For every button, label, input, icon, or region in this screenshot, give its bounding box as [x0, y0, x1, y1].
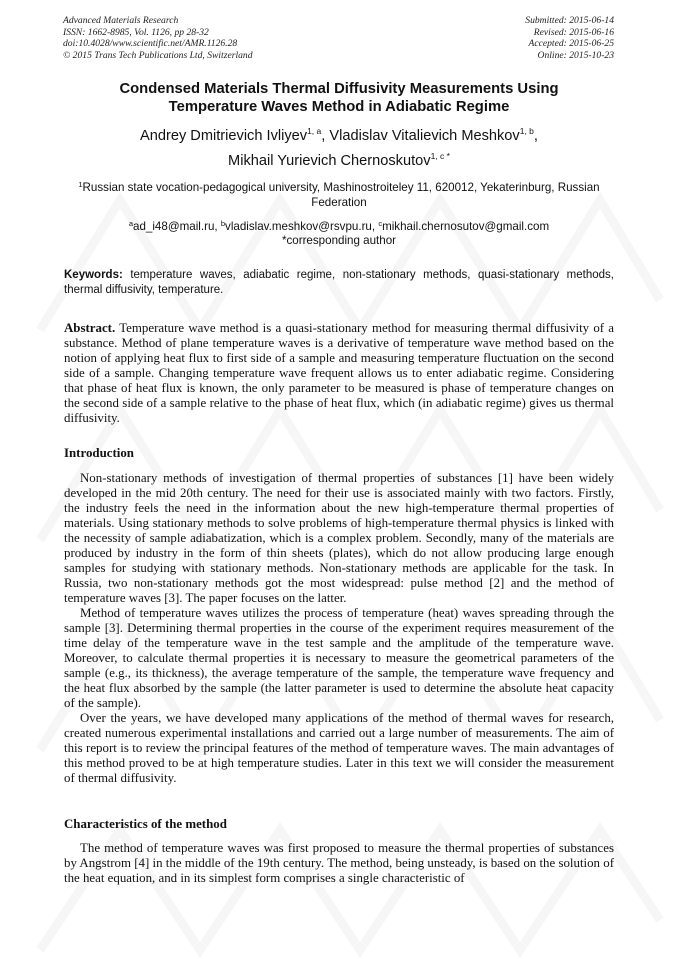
author-list: Andrey Dmitrievich Ivliyev$^{1, a}$, Vladislav Vitalievich Meshkov$^{1, b}$, Mikhail Yurievich Chernoskutov$^{1, c *}$ [140, 126, 538, 169]
abstract [64, 321, 614, 426]
keywords-text: temperature waves, adiabatic regime, non-stationary methods, quasi-stationary methods, thermal diffusivity, temperature. [64, 269, 614, 296]
affiliation-text: Russian state vocation-pedagogical university, Mashinostroiteley 11, 620012, Yekaterinburg, Russian Federation [82, 181, 600, 209]
revised-date: Revised: 2015-06-16 [533, 26, 614, 38]
paragraph: Over the years, we have developed many applications of the method of thermal waves for research, created numerous experimental installations and carried out a large number of measurements. The aim of this report is to review the principal features of the method of temperature waves. The main advantages of this method proved to be at high temperature studies. Later in this text we will consider the measurement of thermal diffusivity. [64, 711, 614, 785]
email-a-marker: a [128, 219, 134, 228]
copyright-line: © 2015 Trans Tech Publications Ltd, Switzerland [63, 49, 253, 61]
title-line-2: Temperature Waves Method in Adiabatic Regime [168, 99, 510, 115]
affiliation [60, 180, 618, 210]
corresponding-author-note: *corresponding author [281, 234, 397, 247]
section-heading-introduction: Introduction [64, 446, 134, 460]
author-1-affil: 1, a [307, 126, 322, 136]
abstract-label: Abstract. [64, 321, 116, 335]
author-emails [60, 220, 618, 248]
author-3: Mikhail Yurievich Chernoskutov [228, 153, 431, 169]
characteristics-body [64, 841, 614, 886]
title-line-1: Condensed Materials Thermal Diffusivity Measurements Using [119, 81, 559, 97]
author-3-affil: 1, c * [430, 151, 450, 161]
online-date: Online: 2015-10-23 [537, 49, 614, 61]
submitted-date: Submitted: 2015-06-14 [525, 15, 614, 26]
affiliation-marker: 1 [78, 180, 83, 189]
paragraph: Method of temperature waves utilizes the process of temperature (heat) waves spreading through the sample [3]. Determining thermal properties in the course of the experiment requires measurement of the time delay of the temperature wave in the test sample and the amplitude of the temperature wave. Moreover, to calculate thermal properties it is necessary to measure the geometrical parameters of the sample (e.g., its thickness), the average temperature of the sample, the temperature wave frequency and the heat flux absorbed by the sample (the latter parameter is used to determine the absolute heat capacity of the sample). [64, 606, 614, 710]
journal-name: Advanced Materials Research [63, 15, 179, 26]
author-1: Andrey Dmitrievich Ivliyev [140, 128, 308, 144]
email-c: mikhail.chernosutov@gmail.com [382, 220, 550, 233]
paper-title [60, 80, 618, 116]
email-b-marker: b [220, 219, 226, 228]
author-2-affil: 1, b [519, 126, 534, 136]
section-heading-characteristics: Characteristics of the method [64, 817, 227, 831]
doi-line: doi:10.4028/www.scientific.net/AMR.1126.28 [63, 38, 238, 50]
keywords [64, 268, 614, 298]
publication-dates [525, 15, 614, 61]
accepted-date: Accepted: 2015-06-25 [528, 38, 614, 50]
issn-line: ISSN: 1662-8985, Vol. 1126, pp 28-32 [63, 26, 209, 38]
journal-info [63, 15, 253, 61]
paragraph: Non-stationary methods of investigation of thermal properties of substances [1] have been widely developed in the mid 20th century. The need for their use is associated mainly with two factors. Firstly, the industry feels the need in the information about the new high-temperature thermal properties of materials. Using stationary methods to solve problems of high-temperature thermal physics is linked with the necessity of sample adiabatization, which is a complex problem. Secondly, many of the materials are produced by industry in the form of thin sheets (plates), which do not allow producing large enough samples for studying with stationary methods. Non-stationary methods are applicable for the task. In Russia, two non-stationary methods got the most widespread: pulse method [2] and the method of temperature waves [3]. The paper focuses on the latter. [64, 471, 614, 605]
introduction-body [64, 471, 614, 786]
keywords-label: Keywords: [64, 269, 123, 281]
email-c-marker: c [378, 219, 383, 228]
paragraph: The method of temperature waves was first proposed to measure the thermal properties of substances by Angstrom [4] in the middle of the 19th century. The method, being unsteady, is based on the solution of the heat equation, and in its simplest form comprises a single characteristic of [64, 841, 614, 885]
author-2: Vladislav Vitalievich Meshkov [329, 128, 520, 144]
abstract-text: Temperature wave method is a quasi-stationary method for measuring thermal diffusivity of a substance. Method of plane temperature waves is a derivative of temperature wave method based on the notion of applying heat flux to first side of a sample and measuring temperature fluctuation on the second side of a sample. Changing temperature wave frequent allows us to enter adiabatic regime. Considering that phase of heat flux is known, the only parameter to be measured is phase of temperature changes on the second side of a sample relative to the phase of heat flux, which (in adiabatic regime) gives us thermal diffusivity. [64, 321, 614, 425]
email-b: vladislav.meshkov@rsvpu.ru, [225, 220, 379, 233]
email-a: ad_i48@mail.ru, [133, 220, 221, 233]
